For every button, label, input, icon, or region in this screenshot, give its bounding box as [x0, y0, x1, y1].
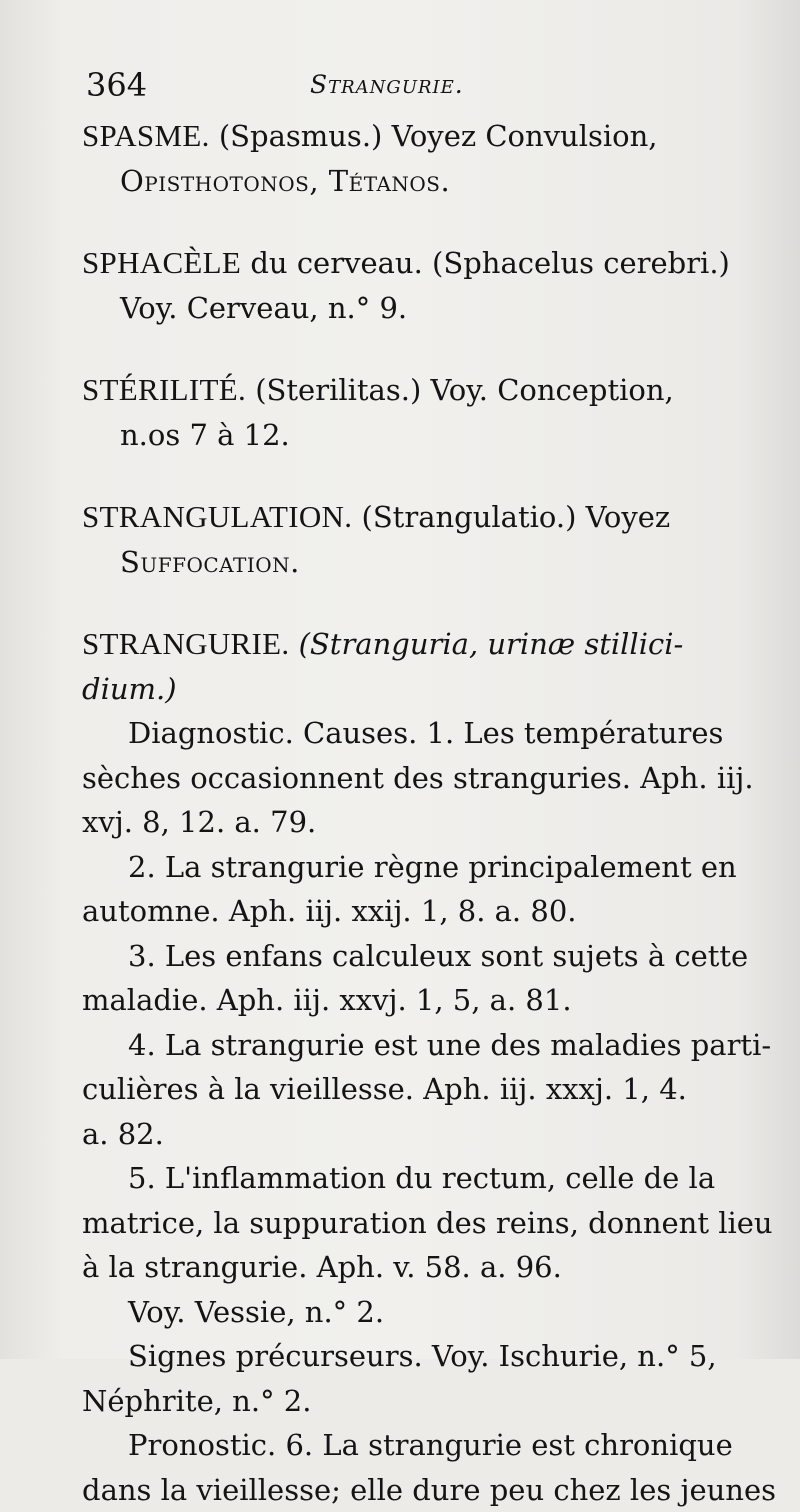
entry-spasme: [82, 114, 730, 203]
body-line: 5. L'inflammation du rectum, celle de la: [82, 1156, 730, 1201]
body-line: a. 82.: [82, 1112, 730, 1157]
entry-strangurie: [82, 622, 730, 711]
body-line: 3. Les enfans calculeux sont sujets à cette: [82, 934, 730, 979]
headword: STRANGURIE.: [82, 626, 289, 661]
entry-line: (Spasmus.) Voyez Convulsion,: [219, 119, 658, 153]
strangurie-body: [82, 711, 730, 1512]
headword: SPASME.: [82, 118, 210, 153]
body-line: sèches occasionnent des stranguries. Aph. iij.: [82, 756, 730, 801]
entry-sphacele: [82, 241, 730, 330]
entry-line: Suffocation.: [82, 540, 730, 585]
body-line: Signes précurseurs. Voy. Ischurie, n.° 5,: [82, 1334, 730, 1379]
entry-line: n.os 7 à 12.: [82, 413, 730, 458]
body-line: xvj. 8, 12. a. 79.: [82, 800, 730, 845]
entry-sterilite: [82, 368, 730, 457]
body-line: Pronostic. 6. La strangurie est chronique: [82, 1423, 730, 1468]
entry-line: (Strangulatio.) Voyez: [362, 500, 671, 534]
body-line: maladie. Aph. iij. xxvj. 1, 5, a. 81.: [82, 978, 730, 1023]
running-head: Strangurie.: [310, 70, 464, 99]
entry-strangulation: [82, 495, 730, 584]
body-line: Diagnostic. Causes. 1. Les températures: [82, 711, 730, 756]
body-line: Voy. Vessie, n.° 2.: [82, 1290, 730, 1335]
entry-line: Opisthotonos, Tétanos.: [82, 159, 730, 204]
headword: SPHACÈLE: [82, 245, 241, 280]
headword: STÉRILITÉ.: [82, 372, 246, 407]
entry-line: (Stranguria, urinæ stillici-: [299, 627, 684, 661]
page-number: 364: [86, 66, 147, 104]
body-line: automne. Aph. iij. xxij. 1, 8. a. 80.: [82, 889, 730, 934]
entry-line: dium.): [82, 667, 730, 712]
page-header: [86, 66, 726, 110]
headword: STRANGULATION.: [82, 499, 352, 534]
body-line: culières à la vieillesse. Aph. iij. xxxj. 1, 4.: [82, 1067, 730, 1112]
page-text: [82, 114, 730, 1512]
body-line: 2. La strangurie règne principalement en: [82, 845, 730, 890]
body-line: à la strangurie. Aph. v. 58. a. 96.: [82, 1245, 730, 1290]
entry-line: (Sterilitas.) Voy. Conception,: [255, 373, 674, 407]
body-line: Néphrite, n.° 2.: [82, 1379, 730, 1424]
entry-line: Voy. Cerveau, n.° 9.: [82, 286, 730, 331]
body-line: matrice, la suppuration des reins, donnent lieu: [82, 1201, 730, 1246]
body-line: dans la vieillesse; elle dure peu chez les jeunes: [82, 1468, 730, 1512]
body-line: 4. La strangurie est une des maladies parti-: [82, 1023, 730, 1068]
entry-line: du cerveau. (Sphacelus cerebri.): [250, 246, 730, 280]
